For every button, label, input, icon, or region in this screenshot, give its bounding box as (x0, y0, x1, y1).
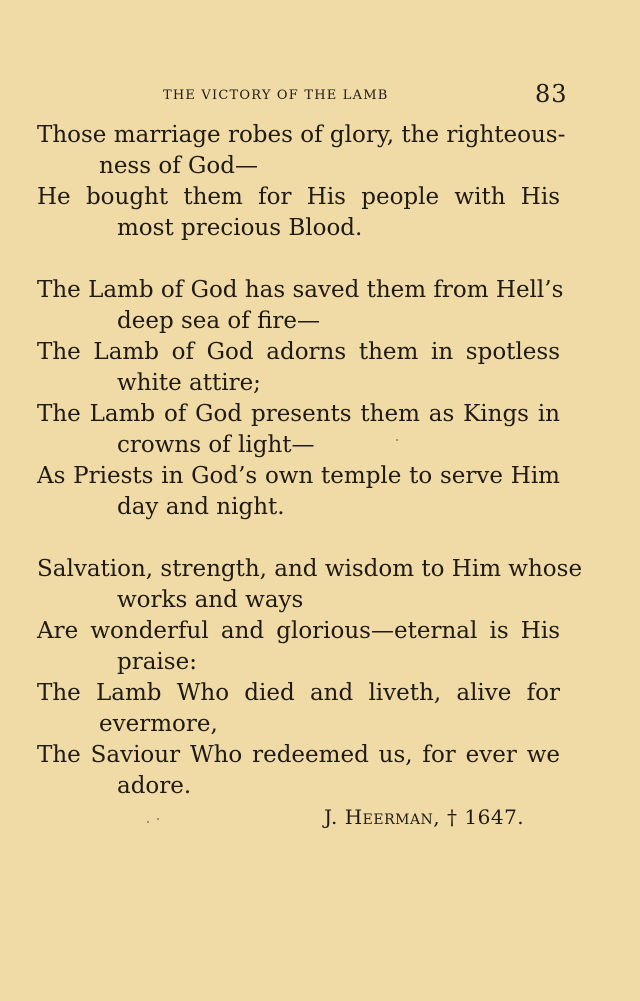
poem-line-continuation: praise: (117, 649, 197, 675)
poem-line: The Lamb Who died and liveth, alive for (37, 680, 560, 706)
paper-speck (396, 439, 398, 441)
paper-speck (147, 821, 149, 823)
poem-line: The Lamb of God has saved them from Hell’s (37, 277, 564, 303)
attribution (324, 805, 524, 829)
poem-line-continuation: adore. (117, 773, 192, 799)
stanza-3 (37, 554, 583, 802)
poem-line: The Lamb of God adorns them in spotless (37, 339, 560, 365)
poem-line-continuation: evermore, (99, 711, 218, 737)
poem-line-continuation: white attire; (117, 370, 261, 396)
poem-line: The Lamb of God presents them as Kings in (37, 401, 560, 427)
death-year: 1647. (464, 805, 525, 829)
poem-line-continuation: ness of God— (99, 153, 258, 179)
running-title: THE VICTORY OF THE LAMB (163, 88, 389, 103)
poem-line: As Priests in God’s own temple to serve Him (37, 463, 560, 489)
page-header (0, 82, 640, 112)
poem-line-continuation: day and night. (117, 494, 285, 520)
stanza-1 (37, 120, 566, 244)
author-name: Heerman, (344, 805, 441, 829)
paper-speck (157, 818, 159, 820)
author-initial: J. (324, 805, 338, 829)
poem-line-continuation: deep sea of fire— (117, 308, 321, 334)
stanza-2 (37, 275, 564, 523)
poem (37, 120, 583, 833)
poem-line: He bought them for His people with His (37, 184, 560, 210)
poem-line-continuation: works and ways (117, 587, 304, 613)
poem-line: The Saviour Who redeemed us, for ever we (37, 742, 560, 768)
poem-line: Salvation, strength, and wisdom to Him whose (37, 556, 583, 582)
poem-line: Are wonderful and glorious—eternal is His (37, 618, 560, 644)
poem-line: Those marriage robes of glory, the righteous- (37, 122, 566, 148)
page-number: 83 (535, 80, 568, 108)
dagger-symbol: † (447, 805, 458, 829)
poem-line-continuation: crowns of light— (117, 432, 315, 458)
poem-line-continuation: most precious Blood. (117, 215, 363, 241)
